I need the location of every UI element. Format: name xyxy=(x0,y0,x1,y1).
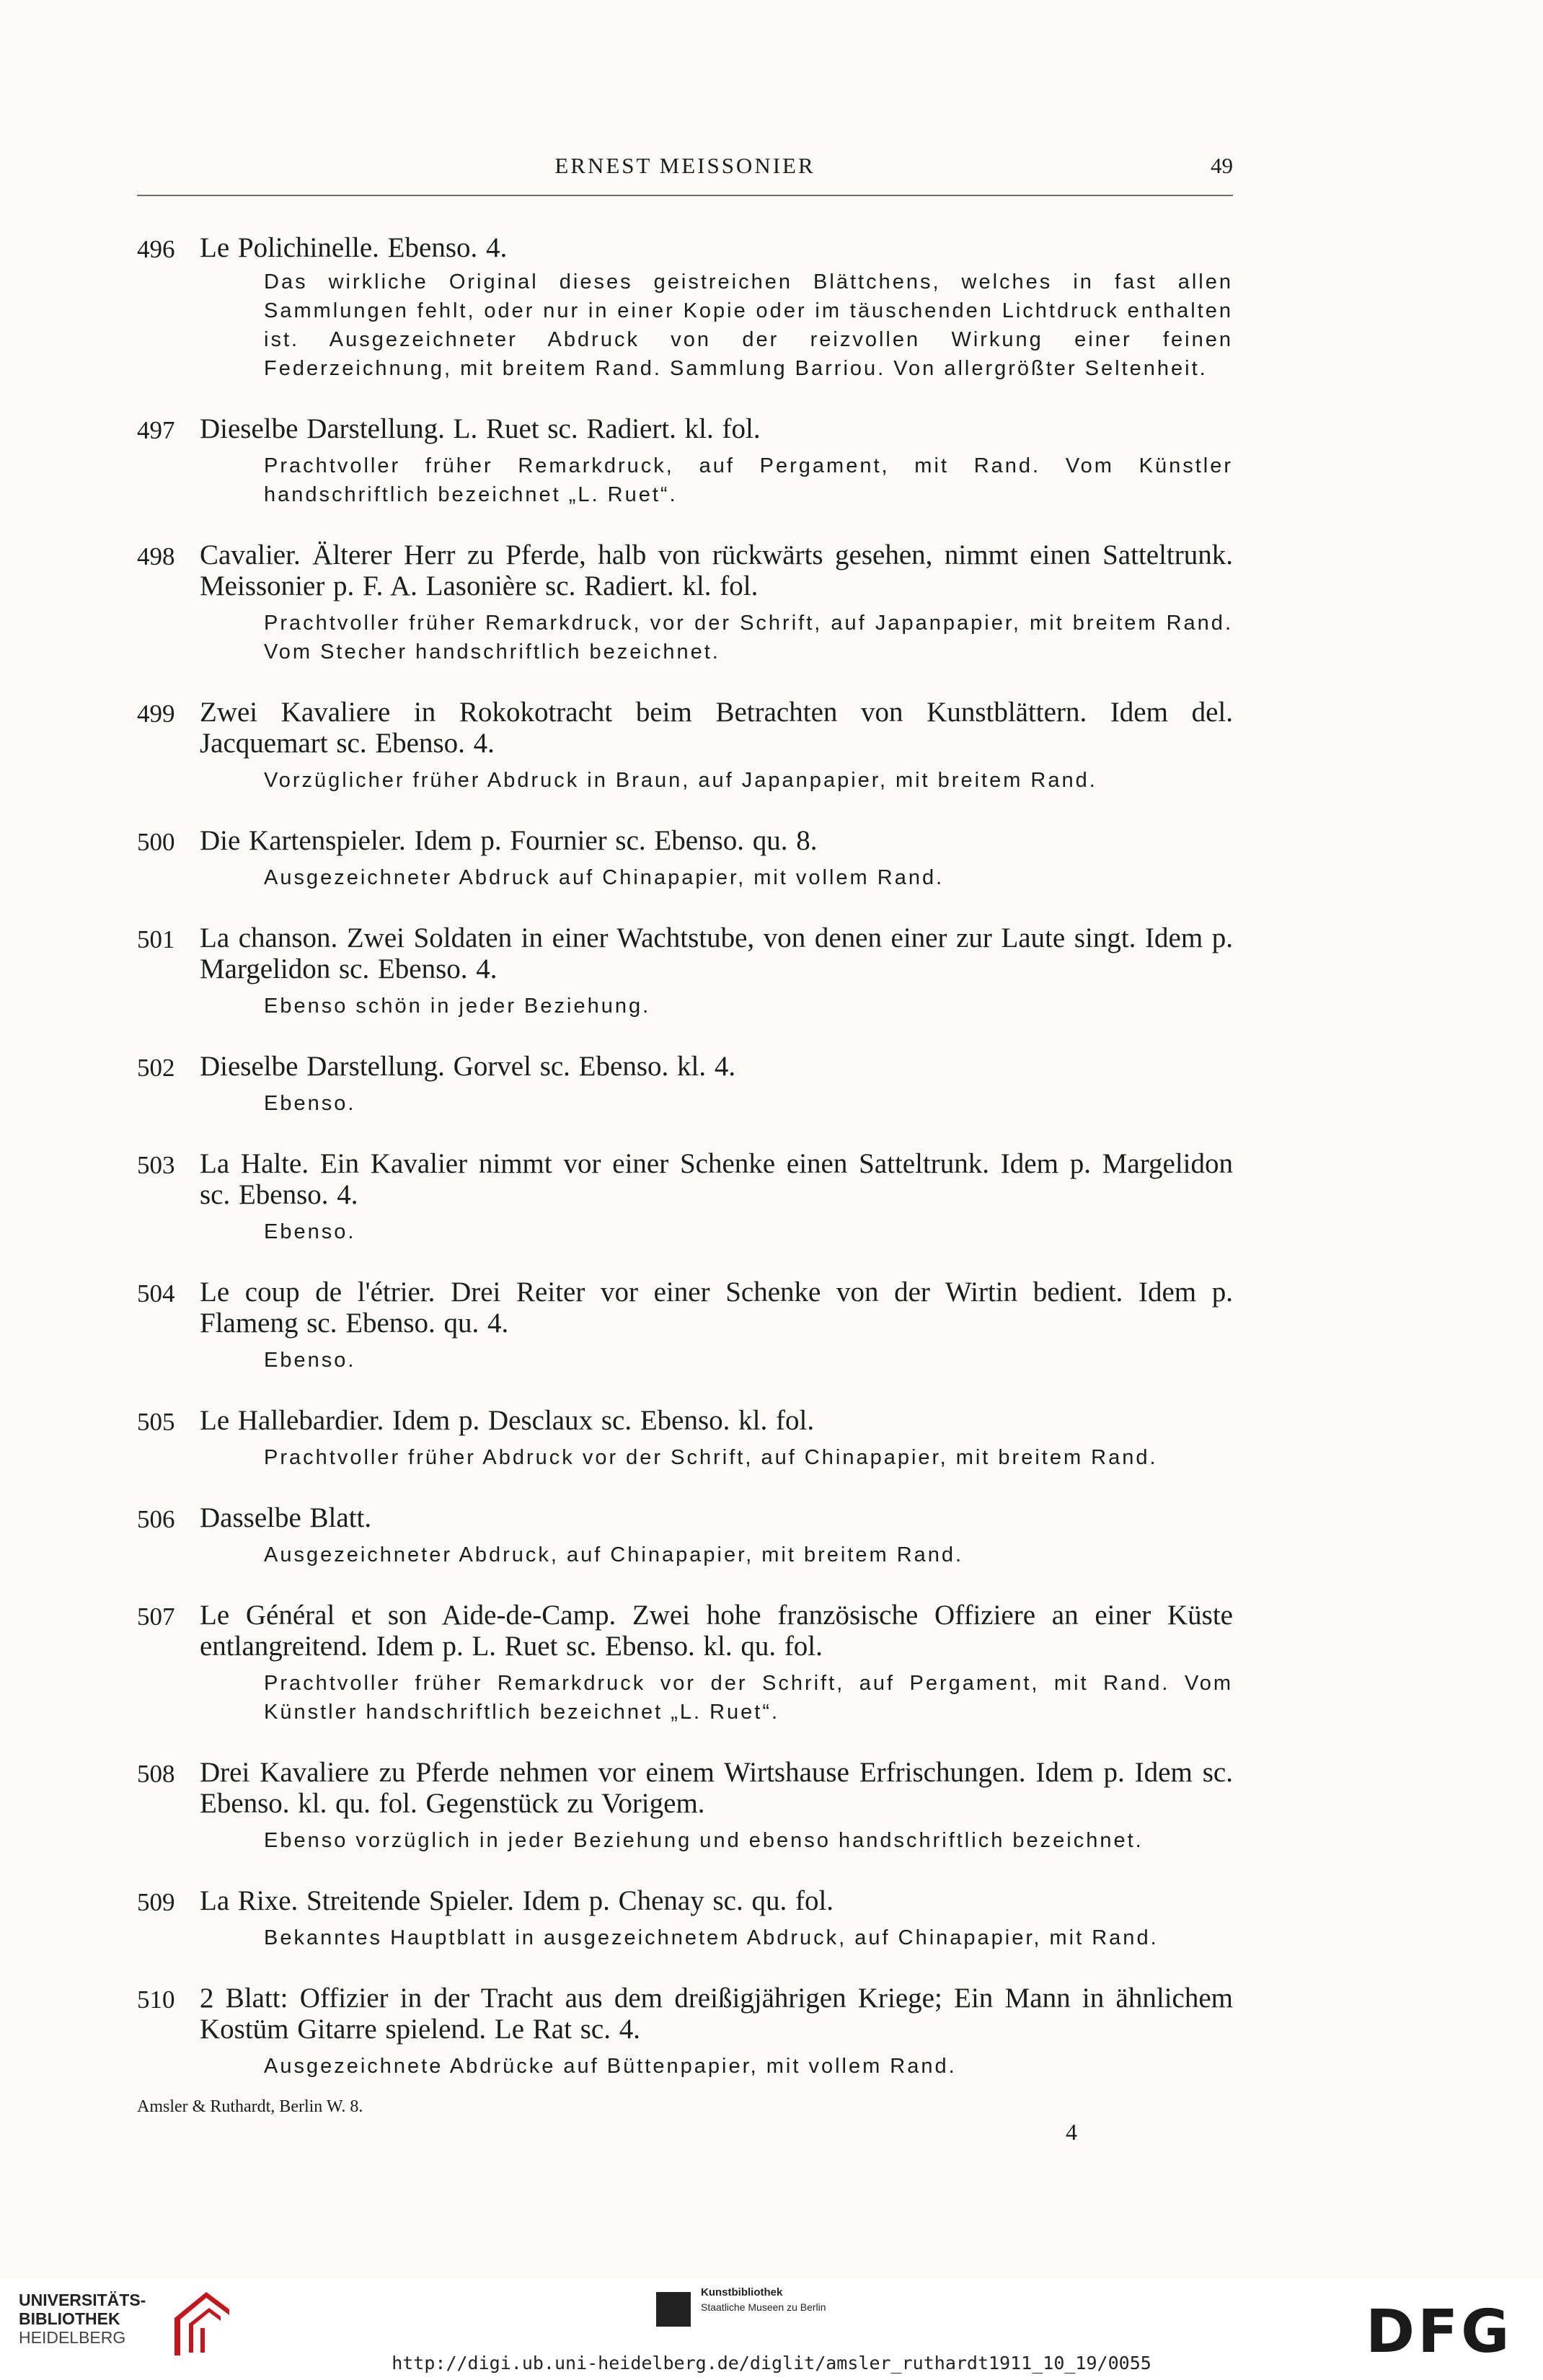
entry-note: Prachtvoller früher Remarkdruck, vor der Schrift, auf Japanpapier, mit breitem Rand. Vom Stecher handschriftlich bezeichnet. xyxy=(264,612,1233,664)
entry-number: 505 xyxy=(137,1408,175,1436)
entry-title: Le coup de l'étrier. Drei Reiter vor einer Schenke von der Wirtin bedient. Idem p. Flameng sc. Ebenso. qu. 4. xyxy=(200,1277,1233,1339)
running-title: ERNEST MEISSONIER xyxy=(554,153,815,178)
catalog-entry xyxy=(137,1757,1233,1855)
entry-title: Drei Kavaliere zu Pferde nehmen vor einem Wirtshause Erfrischungen. Idem p. Idem sc. Ebenso. kl. qu. fol. Gegenstück zu Vorigem. xyxy=(200,1757,1233,1819)
catalog-entries xyxy=(137,232,1233,2111)
entry-number: 509 xyxy=(137,1888,175,1916)
catalog-entry xyxy=(137,413,1233,509)
entry-title: La Rixe. Streitende Spieler. Idem p. Chenay sc. qu. fol. xyxy=(200,1885,834,1916)
entry-title: Dieselbe Darstellung. Gorvel sc. Ebenso. kl. 4. xyxy=(200,1051,736,1082)
catalog-entry xyxy=(137,1148,1233,1246)
entry-title: Dasselbe Blatt. xyxy=(200,1502,372,1533)
catalog-entry xyxy=(137,1051,1233,1118)
entry-number: 503 xyxy=(137,1151,175,1179)
ub-line-3: HEIDELBERG xyxy=(19,2328,126,2347)
entry-number: 496 xyxy=(137,235,175,263)
page-number: 49 xyxy=(1211,153,1233,178)
signature-mark: 4 xyxy=(1066,2119,1077,2145)
ub-heidelberg-logo[interactable] xyxy=(19,2291,228,2355)
entry-number: 499 xyxy=(137,700,175,728)
entry-title: Cavalier. Älterer Herr zu Pferde, halb von rückwärts gesehen, nimmt einen Satteltrunk. Meissonier p. F. A. Lasonière sc. Radiert. kl. fol. xyxy=(200,539,1233,601)
kunstbibliothek-wordmark xyxy=(701,2285,826,2314)
kunstbibliothek-mark-icon xyxy=(656,2292,691,2327)
entry-title: Le Général et son Aide-de-Camp. Zwei hohe französische Offiziere an einer Küste entlangreitend. Idem p. L. Ruet sc. Ebenso. kl. qu. fol. xyxy=(200,1600,1233,1662)
entry-number: 508 xyxy=(137,1760,175,1788)
entry-title: Le Hallebardier. Idem p. Desclaux sc. Ebenso. kl. fol. xyxy=(200,1405,815,1436)
catalog-entry xyxy=(137,1983,1233,2081)
kunstbibliothek-logo[interactable] xyxy=(656,2285,916,2335)
entry-note: Ebenso. xyxy=(264,1220,356,1243)
catalog-entry xyxy=(137,697,1233,795)
ub-heidelberg-wordmark xyxy=(19,2291,146,2347)
catalog-entry xyxy=(137,1885,1233,1952)
entry-number: 510 xyxy=(137,1985,175,2014)
entry-note: Ebenso. xyxy=(264,1092,356,1115)
catalog-entry xyxy=(137,232,1233,383)
header-rule xyxy=(137,195,1233,196)
entry-note: Vorzüglicher früher Abdruck in Braun, auf Japanpapier, mit breitem Rand. xyxy=(264,769,1097,792)
entry-note: Ebenso schön in jeder Beziehung. xyxy=(264,995,651,1018)
entry-note: Prachtvoller früher Remarkdruck vor der Schrift, auf Pergament, mit Rand. Vom Künstler handschriftlich bezeichnet „L. Ruet“. xyxy=(264,1672,1233,1724)
entry-title: La chanson. Zwei Soldaten in einer Wachtstube, von denen einer zur Laute singt. Idem p. Margelidon sc. Ebenso. 4. xyxy=(200,922,1233,984)
catalog-entry xyxy=(137,1277,1233,1375)
entry-title: Zwei Kavaliere in Rokokotracht beim Betrachten von Kunstblättern. Idem del. Jacquemart sc. Ebenso. 4. xyxy=(200,697,1233,759)
entry-note: Ebenso. xyxy=(264,1349,356,1372)
entry-title: La Halte. Ein Kavalier nimmt vor einer Schenke einen Satteltrunk. Idem p. Margelidon sc. Ebenso. 4. xyxy=(200,1148,1233,1210)
entry-title: Le Polichinelle. Ebenso. 4. xyxy=(200,232,508,263)
catalog-entry xyxy=(137,1600,1233,1727)
catalog-entry xyxy=(137,1502,1233,1569)
page-header xyxy=(137,153,1233,193)
ub-line-2: BIBLIOTHEK xyxy=(19,2309,120,2328)
entry-number: 502 xyxy=(137,1054,175,1082)
entry-title: Dieselbe Darstellung. L. Ruet sc. Radiert. kl. fol. xyxy=(200,413,761,444)
entry-number: 500 xyxy=(137,828,175,856)
entry-note: Ebenso vorzüglich in jeder Beziehung und ebenso handschriftlich bezeichnet. xyxy=(264,1829,1144,1852)
entry-title: 2 Blatt: Offizier in der Tracht aus dem dreißigjährigen Kriege; Ein Mann in ähnlichem Kostüm Gitarre spielend. Le Rat sc. 4. xyxy=(200,1983,1233,2045)
entry-number: 504 xyxy=(137,1279,175,1308)
permalink-url[interactable]: http://digi.ub.uni-heidelberg.de/diglit/amsler_ruthardt1911_10_19/0055 xyxy=(392,2353,1151,2374)
catalog-entry xyxy=(137,1405,1233,1472)
catalog-entry xyxy=(137,539,1233,666)
kb-line-1: Kunstbibliothek xyxy=(701,2286,783,2299)
entry-title: Die Kartenspieler. Idem p. Fournier sc. Ebenso. qu. 8. xyxy=(200,825,818,856)
catalog-entry xyxy=(137,922,1233,1021)
entry-note: Prachtvoller früher Abdruck vor der Schrift, auf Chinapapier, mit breitem Rand. xyxy=(264,1446,1158,1469)
entry-number: 501 xyxy=(137,925,175,953)
entry-number: 507 xyxy=(137,1603,175,1631)
dfg-logo[interactable]: DFG xyxy=(1366,2298,1513,2366)
entry-number: 506 xyxy=(137,1505,175,1533)
entry-note: Ausgezeichnete Abdrücke auf Büttenpapier, mit vollem Rand. xyxy=(264,2055,957,2078)
entry-note: Prachtvoller früher Remarkdruck, auf Pergament, mit Rand. Vom Künstler handschriftlich bezeichnet „L. Ruet“. xyxy=(264,454,1233,506)
entry-note: Das wirkliche Original dieses geistreichen Blättchens, welches in fast allen Sammlungen fehlt, oder nur in einer Kopie oder im täuschenden Lichtdruck enthalten ist. Ausgezeichneter Abdruck von der reizvollen Wirkung einer feinen Federzeichnung, mit breitem Rand. Sammlung Barriou. Von allergrößter Seltenheit. xyxy=(264,270,1233,380)
ub-line-1: UNIVERSITÄTS- xyxy=(19,2291,146,2309)
entry-note: Ausgezeichneter Abdruck, auf Chinapapier, mit breitem Rand. xyxy=(264,1543,964,1566)
kb-line-2: Staatliche Museen zu Berlin xyxy=(701,2301,826,2313)
entry-note: Ausgezeichneter Abdruck auf Chinapapier, mit vollem Rand. xyxy=(264,866,945,889)
ub-logo-icon xyxy=(169,2289,234,2358)
publisher-imprint: Amsler & Ruthardt, Berlin W. 8. xyxy=(137,2097,363,2116)
entry-number: 497 xyxy=(137,416,175,444)
entry-note: Bekanntes Hauptblatt in ausgezeichnetem Abdruck, auf Chinapapier, mit Rand. xyxy=(264,1926,1159,1949)
entry-number: 498 xyxy=(137,542,175,570)
catalog-entry xyxy=(137,825,1233,892)
